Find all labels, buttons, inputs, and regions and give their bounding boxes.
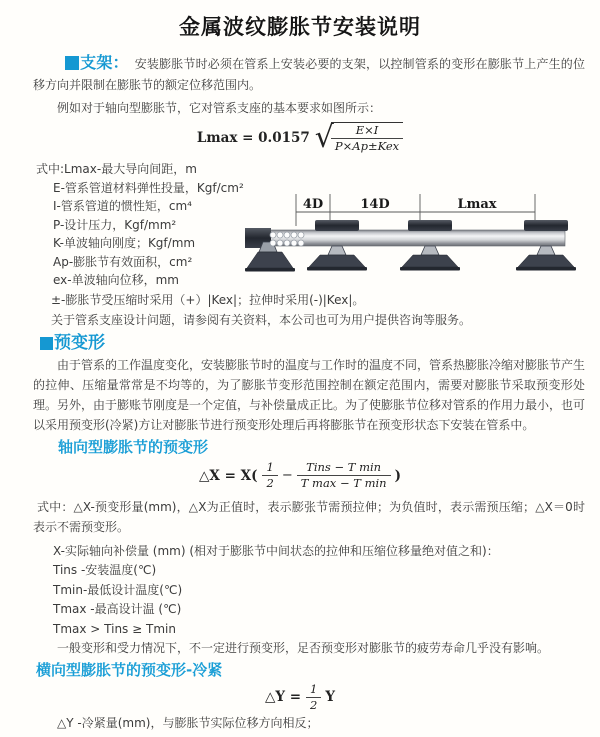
delta-y-lhs: △Y = xyxy=(265,689,302,705)
predeform-section-title: 预变形 xyxy=(54,332,105,353)
definition-line: Tmin-最低设计温度(℃) xyxy=(53,582,183,597)
delta-x-explanation: 式中：△X-预变形量(mm)，△X为正值时，表示膨张节需预拉伸；为负值时，表示需预压缩；△X＝0时表示不需预变形。 xyxy=(33,499,585,534)
radical-sign: √ xyxy=(314,120,334,155)
delta-y-formula xyxy=(0,682,600,712)
definition-line: Tins -安装温度(℃) xyxy=(53,563,157,577)
fraction-numerator: Tins − T min xyxy=(297,460,391,476)
fraction-denominator: P×Ap±Kex xyxy=(334,139,400,153)
definition-line: X-实际轴向补偿量 (mm) (相对于膨胀节中间状态的拉伸和压缩位移量绝对值之和)： xyxy=(53,543,499,558)
delta-y-note: △Y -冷紧量(mm)，与膨胀节实际位移方向相反； xyxy=(57,716,319,730)
delta-x-lhs: △X = X( xyxy=(199,467,258,484)
definition-line: Ap-膨胀节有效面积，cm² xyxy=(53,254,193,269)
plus-minus-note: ±-膨胀节受压缩时采用（+）|Kex|；拉伸时采用(-)|Kex|。 xyxy=(51,292,365,307)
consult-note: 关于管系支座设计问题，请参阅有关资料，本公司也可为用户提供咨询等服务。 xyxy=(51,312,472,327)
one-half-fraction xyxy=(262,460,277,491)
dimension-label-4d: 4D xyxy=(302,197,324,212)
lateral-subheader: 横向型膨胀节的预变形-冷紧 xyxy=(36,661,223,679)
support-example-text: 例如对于轴向型膨胀节，它对管系支座的基本要求如图所示： xyxy=(57,101,382,115)
support-section-title: 支架： xyxy=(80,53,129,72)
dimension-label-14d: 14D xyxy=(360,197,390,212)
axial-subheader: 轴向型膨胀节的预变形 xyxy=(58,437,209,456)
axial-definitions-list xyxy=(53,542,600,640)
support-intro-text: 安装膨胀节时必须在管系上安装必要的支架，以控制管系的变形在膨胀节上产生的位移方向并限制在膨胀节的额定位移范围内。 xyxy=(33,57,585,92)
definition-line: E-管系管道材料弹性投量，Kgf/cm² xyxy=(53,180,244,195)
fraction-denominator: 2 xyxy=(266,476,274,490)
definition-line: K-单波轴向刚度；Kgf/mm xyxy=(53,236,196,250)
temperature-fraction xyxy=(297,460,391,491)
lmax-formula xyxy=(0,121,600,155)
fraction-numerator: E×I xyxy=(331,123,403,139)
section-marker-icon xyxy=(65,56,79,70)
fraction-numerator: 1 xyxy=(306,682,321,698)
fraction-numerator: 1 xyxy=(262,460,277,476)
support-intro-paragraph xyxy=(33,52,585,96)
fraction-denominator: 2 xyxy=(310,697,318,712)
definition-line: ex-单波轴向位移，mm xyxy=(53,273,179,287)
pipe-support-diagram xyxy=(245,192,597,294)
definition-line: P-设计压力，Kgf/mm² xyxy=(53,217,177,232)
delta-x-rhs: ) xyxy=(394,467,401,484)
definition-line: I-管系管道的惯性矩，cm⁴ xyxy=(53,199,192,213)
dimension-label-lmax: Lmax xyxy=(457,197,497,212)
definition-line: Tmax > Tins ≥ Tmin xyxy=(53,621,176,636)
page-title: 金属波纹膨胀节安装说明 xyxy=(179,15,421,39)
fraction-denominator: T max − T min xyxy=(300,476,387,490)
delta-y-rhs: Y xyxy=(325,689,335,705)
delta-x-formula xyxy=(0,459,600,493)
predeform-section-header xyxy=(40,332,600,355)
definition-line: 式中:Lmax-最大导向间距，m xyxy=(36,162,197,176)
minus-operator: − xyxy=(281,468,293,483)
predeform-paragraph: 由于管系的工作温度变化，安装膨胀节时的温度与工作时的温度不同，管系热膨胀冷缩对膨胀节产生的拉伸、压缩量常常是不均等的，为了膨胀节变形范围控制在额定范围内，需要对膨胀节采取预变形处理。另外，由于膨账节刚度是一个定值，与补偿量成正比。为了使膨胀节位移对管系的作用力最小，也可以采用预变形(冷紧)方让对膨胀节进行预变形处理后再将膨胀节在预变形状态下安装在管系中。 xyxy=(33,357,586,432)
lmax-formula-fraction xyxy=(331,122,403,154)
section-marker-icon xyxy=(40,337,53,350)
one-half-fraction xyxy=(306,682,321,713)
lmax-formula-lhs: Lmax = 0.0157 xyxy=(196,130,310,146)
general-note: 一般变形和受力情况下，不一定进行预变形，足否预变形对膨胀节的疲劳寿命几乎没有影响。 xyxy=(57,641,550,655)
definition-line: Tmax -最高设计温 (℃) xyxy=(53,602,182,616)
